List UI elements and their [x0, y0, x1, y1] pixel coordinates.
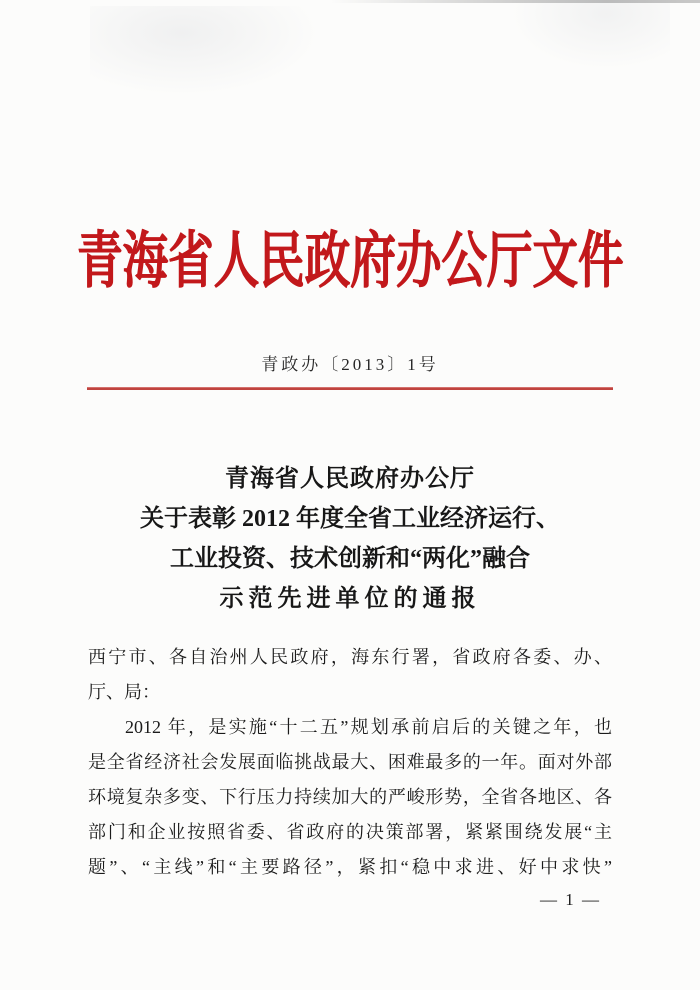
scan-artifact: [90, 6, 320, 96]
document-title: [60, 459, 640, 619]
paragraph-line: 2012 年，是实施“十二五”规划承前启后的关键之年，也: [125, 717, 612, 737]
document-title-line-3: 工业投资、技术创新和“两化”融合: [170, 546, 530, 572]
paragraph-line: 是全省经济社会发展面临挑战最大、困难最多的一年。面对外部: [88, 752, 612, 772]
document-title-line-2: 关于表彰 2012 年度全省工业经济运行、: [140, 506, 560, 532]
salutation-line: 厅、局：: [88, 682, 160, 702]
red-separator-rule: [87, 387, 613, 390]
scan-artifact: [510, 0, 670, 70]
document-body-text: [88, 640, 612, 885]
document-title-line-1: 青海省人民政府办公厅: [225, 466, 475, 492]
salutation-line: 西宁市、各自治州人民政府，海东行署，省政府各委、办、: [88, 647, 612, 667]
paragraph-line: 环境复杂多变、下行压力持续加大的严峻形势，全省各地区、各: [88, 787, 612, 807]
document-reference-number: 青政办〔2013〕1号: [261, 355, 439, 374]
paragraph-line: 部门和企业按照省委、省政府的决策部署，紧紧围绕发展“主: [88, 822, 612, 842]
document-title-line-4: 示范先进单位的通报: [219, 586, 481, 612]
page-number: — 1 —: [540, 890, 601, 909]
paragraph-line: 题”、“主线”和“主要路径”，紧扣“稳中求进、好中求快”: [88, 857, 612, 877]
red-letterhead-title: 青海省人民政府办公厅文件: [76, 227, 624, 295]
